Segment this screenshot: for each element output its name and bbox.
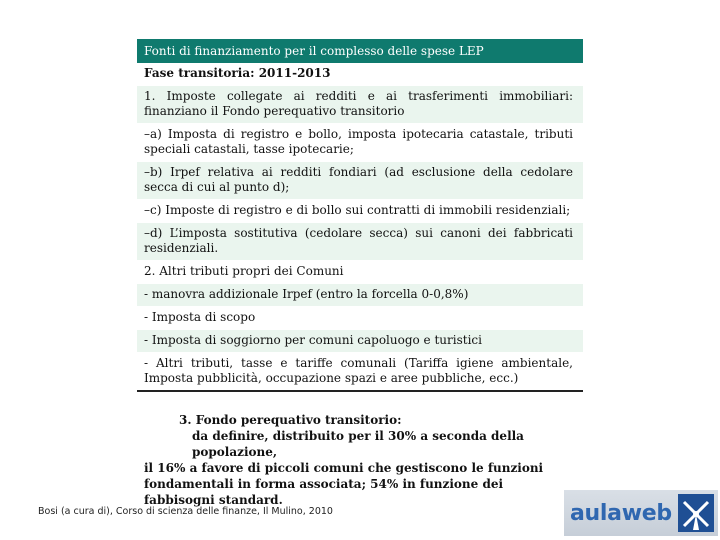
table-row: 1. Imposte collegate ai redditi e ai trasferimenti immobiliari: finanziano il Fondo perequativo transitorio xyxy=(137,86,583,124)
note-line: da definire, distribuito per il 30% a seconda della popolazione, xyxy=(192,429,524,459)
table-row: 2. Altri tributi propri dei Comuni xyxy=(137,261,583,284)
table-row: - Imposta di soggiorno per comuni capoluogo e turistici xyxy=(137,330,583,353)
logo-text: aulaweb xyxy=(570,500,672,526)
table-row: –c) Imposte di registro e di bollo sui contratti di immobili residenziali; xyxy=(137,200,583,223)
table-row: - Altri tributi, tasse e tariffe comunali (Tariffa igiene ambientale, Imposta pubblicità, occupazione spazi e aree pubbliche, ecc.) xyxy=(137,353,583,392)
aulaweb-logo[interactable] xyxy=(564,490,718,536)
table-row: –b) Irpef relativa ai redditi fondiari (ad esclusione della cedolare secca di cui al punto d); xyxy=(137,162,583,200)
funding-table xyxy=(137,39,583,392)
note-line: il 16% a favore di piccoli comuni che gestiscono le funzioni fondamentali in forma associata; 54% in funzione dei fabbisogni standard. xyxy=(144,461,544,507)
windmill-icon xyxy=(678,494,714,532)
table-row: Fase transitoria: 2011-2013 xyxy=(137,63,583,86)
table-row: –a) Imposta di registro e bollo, imposta ipotecaria catastale, tributi speciali catastali, tasse ipotecarie; xyxy=(137,124,583,162)
table-row: - Imposta di scopo xyxy=(137,307,583,330)
table-header: Fonti di finanziamento per il complesso delle spese LEP xyxy=(137,39,583,63)
note-title: 3. Fondo perequativo transitorio: xyxy=(179,413,402,427)
table-row: - manovra addizionale Irpef (entro la forcella 0-0,8%) xyxy=(137,284,583,307)
source-citation: Bosi (a cura di), Corso di scienza delle finanze, Il Mulino, 2010 xyxy=(38,506,333,517)
fund-note xyxy=(144,412,576,508)
table-row: –d) L’imposta sostitutiva (cedolare secca) sui canoni dei fabbricati residenziali. xyxy=(137,223,583,261)
